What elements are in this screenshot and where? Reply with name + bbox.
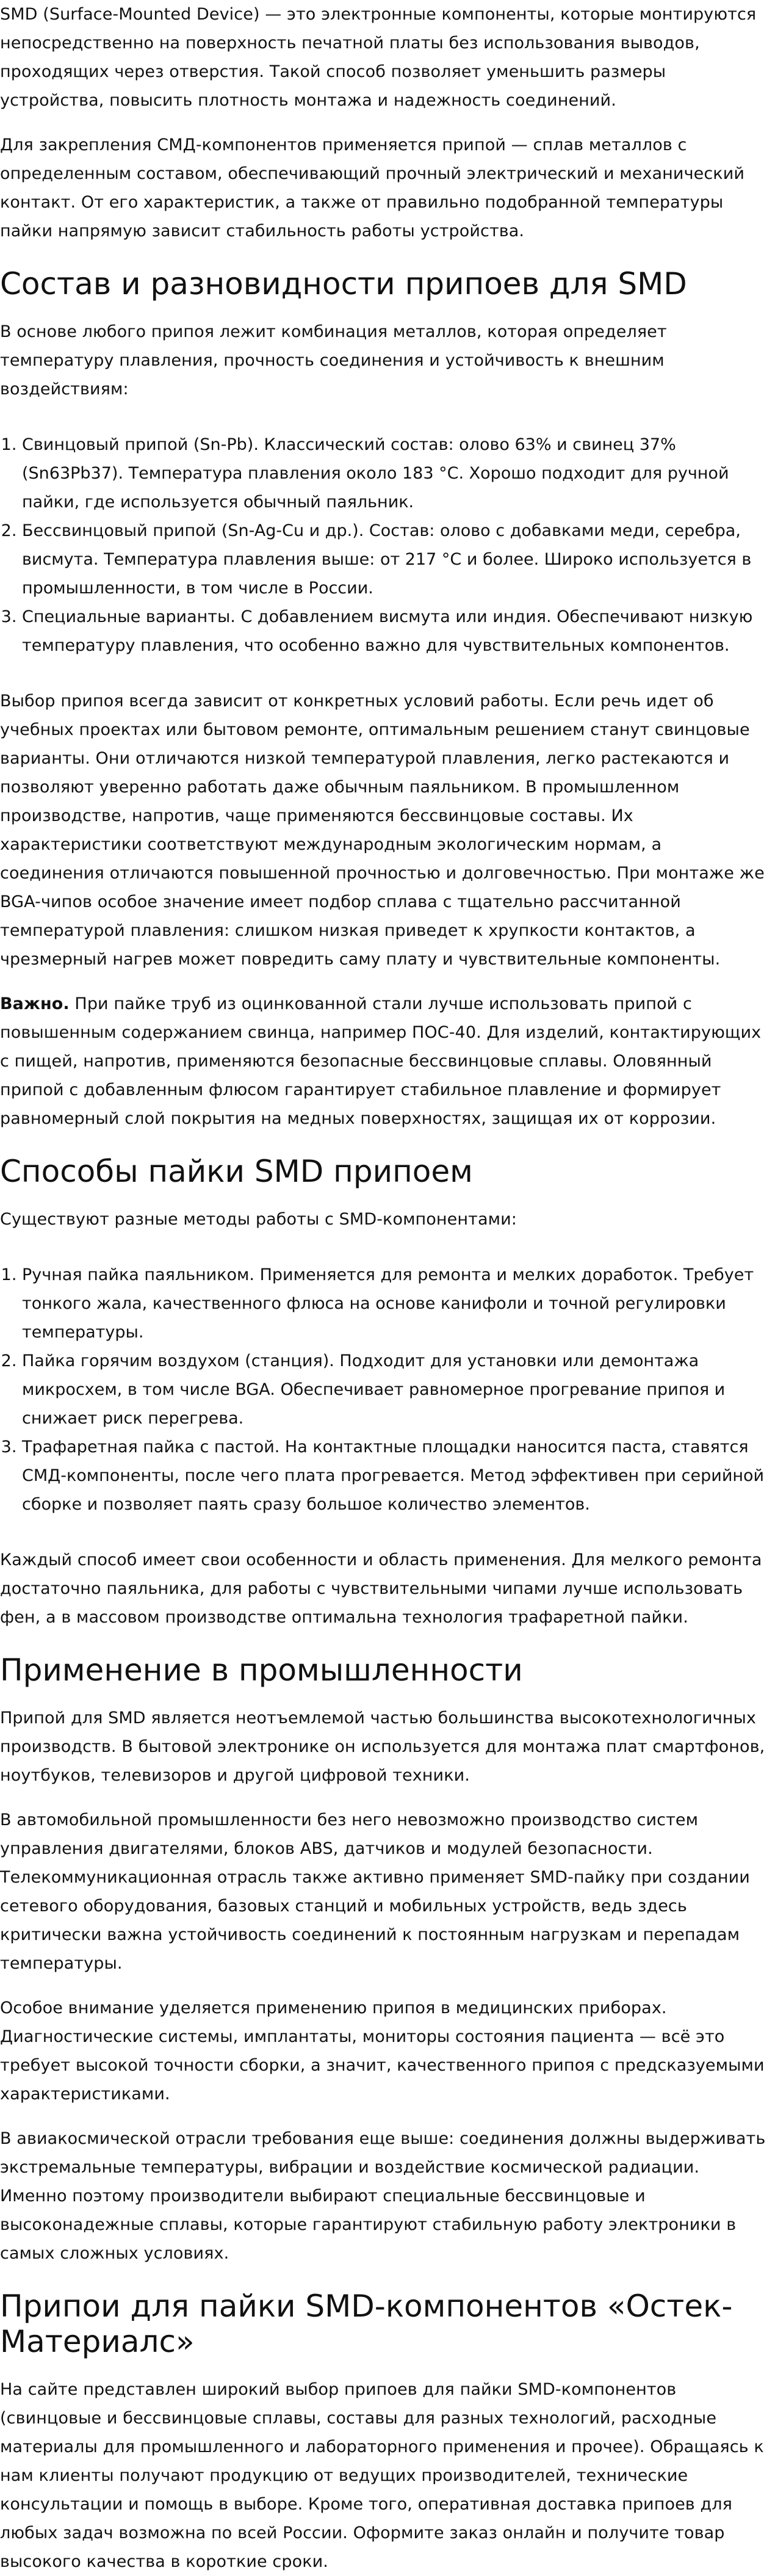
list-item: 1. Свинцовый припой (Sn-Pb). Классический состав: олово 63% и свинец 37% (Sn63Pb37). Температура плавления около 183 °C. Хорошо подходит для ручной пайки, где используется обычный паяльник. bbox=[22, 430, 770, 516]
list-item: 2. Пайка горячим воздухом (станция). Подходит для установки или демонтажа микросхем, в том числе BGA. Обеспечивает равномерное прогревание припоя и снижает риск перегрева. bbox=[22, 1347, 770, 1433]
industry-paragraph: В автомобильной промышленности без него невозможно производство систем управления двигателями, блоков ABS, датчиков и модулей безопасности. Телекоммуникационная отрасль также активно применяет SMD-пайку при создании сетевого оборудования, базовых станций и мобильных устройств, ведь здесь критически важна устойчивость соединений к постоянным нагрузкам и перепадам температуры. bbox=[0, 1811, 750, 1973]
methods-paragraph: Каждый способ имеет свои особенности и область применения. Для мелкого ремонта достаточно паяльника, для работы с чувствительными чипами лучше использовать фен, а в массовом производстве оптимальна технология трафаретной пайки. bbox=[0, 1550, 762, 1627]
intro-paragraph-2: Для закрепления СМД-компонентов применяется припой — сплав металлов с определенным составом, обеспечивающий прочный электрический и механический контакт. От его характеристик, а также от правильно подобранной температуры пайки напрямую зависит стабильность работы устройства. bbox=[0, 136, 744, 241]
important-label: Важно. bbox=[0, 994, 70, 1013]
important-text: При пайке труб из оцинкованной стали лучше использовать припой с повышенным содержанием свинца, например ПОС-40. Для изделий, контактирующих с пищей, напротив, применяются безопасные бессвинцовые сплавы. Оловянный припой с добавленным флюсом гарантирует стабильное плавление и формирует равномерный слой покрытия на медных поверхностях, защищая их от коррозии. bbox=[0, 994, 762, 1128]
industry-paragraph: Особое внимание уделяется применению припоя в медицинских приборах. Диагностические системы, имплантаты, мониторы состояния пациента — всё это требует высокой точности сборки, а значит, качественного припоя с предсказуемыми характеристиками. bbox=[0, 1999, 765, 2104]
section-heading-methods: Способы пайки SMD припоем bbox=[0, 1154, 473, 1189]
composition-paragraph: Выбор припоя всегда зависит от конкретных условий работы. Если речь идет об учебных проектах или бытовом ремонте, оптимальным решением станут свинцовые варианты. Они отличаются низкой температурой плавления, легко растекаются и позволяют уверенно работать даже обычным паяльником. В промышленном производстве, напротив, чаще применяются бессвинцовые составы. Их характеристики соответствуют международным экологическим нормам, а соединения отличаются повышенной прочностью и долговечностью. При монтаже же BGA-чипов особое значение имеет подбор сплава с тщательно рассчитанной температурой плавления: слишком низкая приведет к хрупкости контактов, а чрезмерный нагрев может повредить саму плату и чувствительные компоненты. bbox=[0, 692, 765, 969]
soldering-methods-list bbox=[0, 1261, 770, 1519]
industry-paragraph: Припой для SMD является неотъемлемой частью большинства высокотехнологичных производств. В бытовой электронике он используется для монтажа плат смартфонов, ноутбуков, телевизоров и другой цифровой техники. bbox=[0, 1709, 765, 1785]
section-heading-composition: Состав и разновидности припоев для SMD bbox=[0, 266, 687, 302]
section-heading-ostec: Припои для пайки SMD-компонентов «Остек-Материалс» bbox=[0, 2288, 733, 2359]
section-heading-industry: Применение в промышленности bbox=[0, 1652, 523, 1688]
industry-paragraph: В авиакосмической отрасли требования еще выше: соединения должны выдерживать экстремальные температуры, вибрации и воздействие космической радиации. Именно поэтому производители выбирают специальные бессвинцовые и высоконадежные сплавы, которые гарантируют стабильную работу электроники в самых сложных условиях. bbox=[0, 2129, 766, 2263]
solder-types-list bbox=[0, 430, 770, 660]
composition-lead: В основе любого припоя лежит комбинация металлов, которая определяет температуру плавления, прочность соединения и устойчивость к внешним воздействиям: bbox=[0, 322, 667, 399]
list-item: 3. Специальные варианты. С добавлением висмута или индия. Обеспечивают низкую температуру плавления, что особенно важно для чувствительных компонентов. bbox=[22, 602, 770, 660]
important-note bbox=[0, 990, 770, 1133]
intro-paragraph-1: SMD (Surface-Mounted Device) — это электронные компоненты, которые монтируются непосредственно на поверхность печатной платы без использования выводов, проходящих через отверстия. Такой способ позволяет уменьшить размеры устройства, повысить плотность монтажа и надежность соединений. bbox=[0, 5, 757, 110]
list-item: 3. Трафаретная пайка с пастой. На контактные площадки наносится паста, ставятся СМД-компоненты, после чего плата прогревается. Метод эффективен при серийной сборке и позволяет паять сразу большое количество элементов. bbox=[22, 1433, 770, 1519]
methods-lead: Существуют разные методы работы с SMD-компонентами: bbox=[0, 1210, 517, 1229]
list-item: 1. Ручная пайка паяльником. Применяется для ремонта и мелких доработок. Требует тонкого жала, качественного флюса на основе канифоли и точной регулировки температуры. bbox=[22, 1261, 770, 1347]
ostec-paragraph: На сайте представлен широкий выбор припоев для пайки SMD-компонентов (свинцовые и бессвинцовые сплавы, составы для разных технологий, расходные материалы для промышленного и лабораторного применения и прочее). Обращаясь к нам клиенты получают продукцию от ведущих производителей, технические консультации и помощь в выборе. Кроме того, оперативная доставка припоев для любых задач возможна по всей России. Оформите заказ онлайн и получите товар высокого качества в короткие сроки. bbox=[0, 2380, 764, 2571]
list-item: 2. Бессвинцовый припой (Sn-Ag-Cu и др.). Состав: олово с добавками меди, серебра, висмута. Температура плавления выше: от 217 °C и более. Широко используется в промышленности, в том числе в России. bbox=[22, 516, 770, 602]
